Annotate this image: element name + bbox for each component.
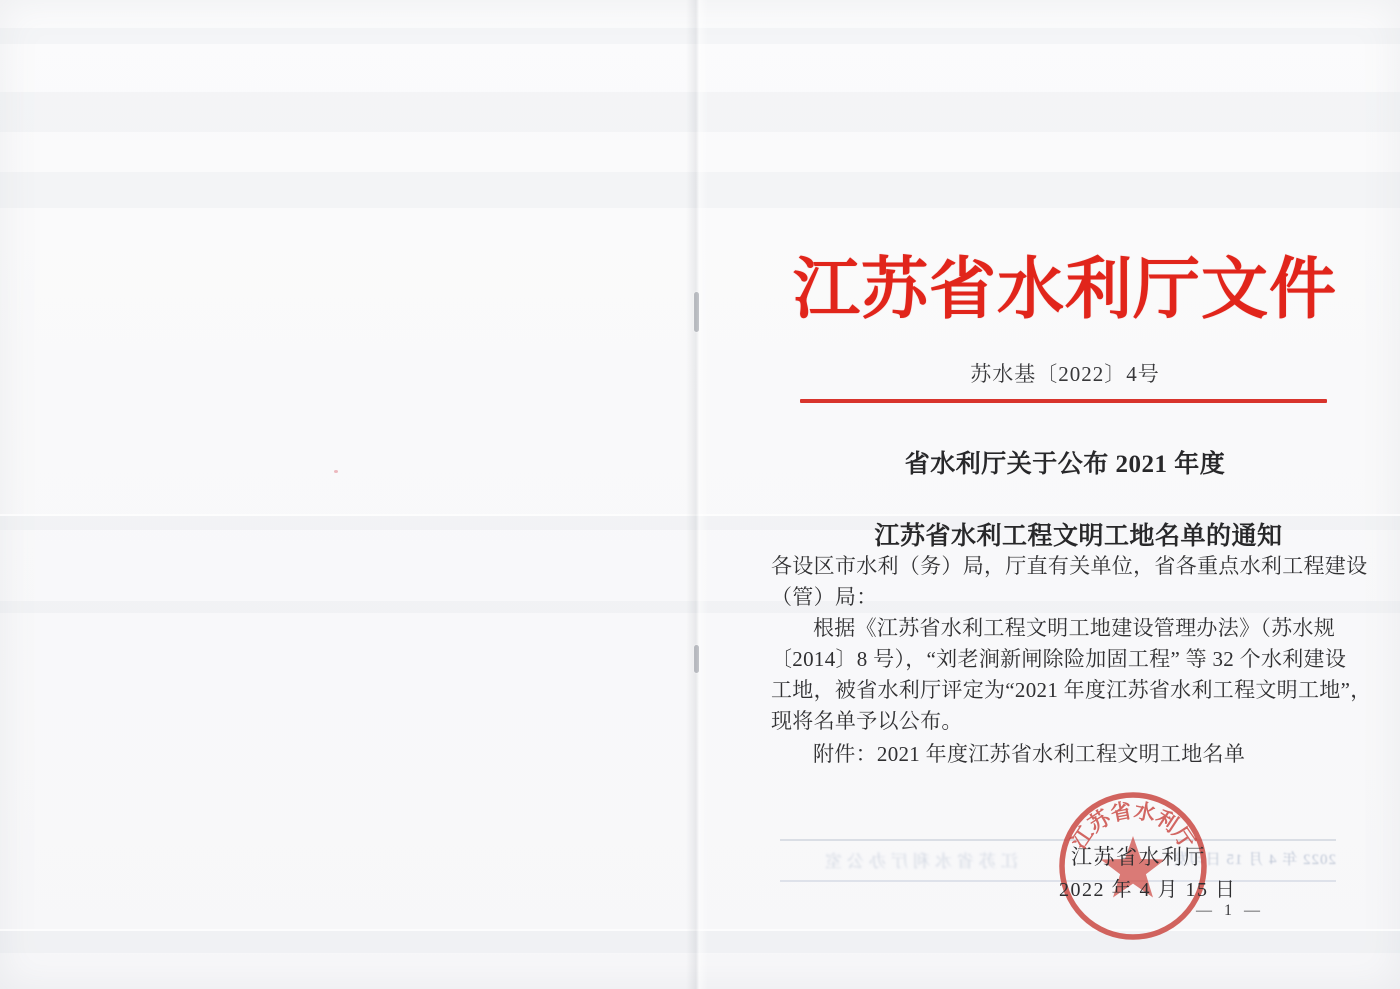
body-line: 根据《江苏省水利工程文明工地建设管理办法》（苏水规 (813, 616, 1335, 640)
signer-name: 江苏省水利厅 (1071, 845, 1206, 869)
page-fold (686, 0, 708, 989)
notice-title-line2: 江苏省水利工程文明工地名单的通知 (874, 523, 1283, 550)
notice-title (780, 447, 1350, 555)
staple-mark (694, 645, 699, 673)
document-number: 苏水基〔2022〕4号 (970, 362, 1160, 386)
attachment-line: 附件：2021 年度江苏省水利工程文明工地名单 (813, 742, 1246, 766)
bleedthrough-text-left: 江苏省水利厅办公室 (820, 852, 1018, 871)
notice-title-line1: 省水利厅关于公布 2021 年度 (904, 451, 1226, 478)
letterhead-rule (800, 399, 1327, 403)
page-number: — 1 — (1196, 902, 1264, 919)
letterhead-title: 江苏省水利厅文件 (793, 253, 1337, 327)
seal-arc-text: 江苏省水利厅 (1066, 798, 1200, 854)
sign-date: 2022 年 4 月 15 日 (1059, 879, 1237, 901)
salutation-line: （管）局： (771, 585, 878, 609)
body-line: 现将名单予以公布。 (771, 709, 963, 733)
scan-speck (334, 470, 338, 473)
body-line: 工地，被省水利厅评定为“2021 年度江苏省水利工程文明工地”， (771, 678, 1372, 702)
body-line: 〔2014〕8 号），“刘老涧新闸除险加固工程” 等 32 个水利建设 (771, 647, 1347, 671)
salutation-line: 各设区市水利（务）局，厅直有关单位，省各重点水利工程建设 (771, 554, 1368, 578)
bleedthrough-text-right: 2022 年 4 月 15 日印发 (1172, 852, 1336, 868)
staple-mark (694, 292, 699, 332)
